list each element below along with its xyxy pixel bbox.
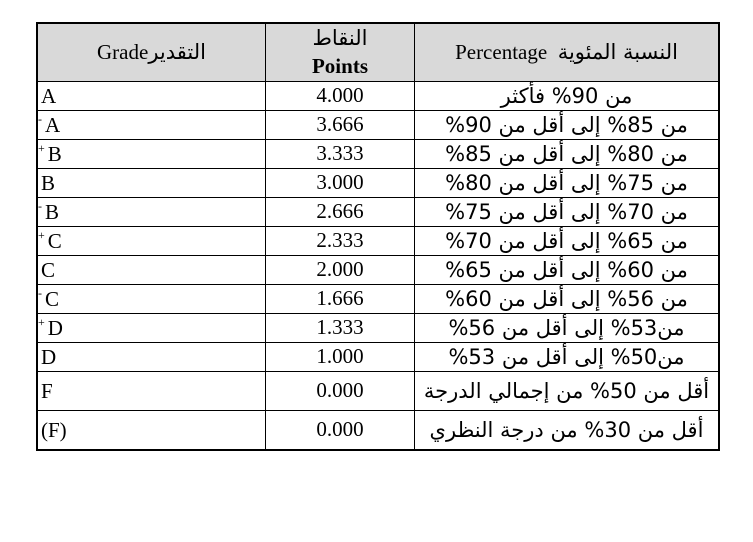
percentage-cell: من 75% إلى أقل من 80% (415, 168, 720, 197)
grade-letter: (F) (41, 417, 67, 442)
points-header-ar: النقاط (312, 26, 368, 50)
grade-cell (37, 255, 266, 284)
points-cell: 1.000 (266, 342, 415, 371)
grade-header-ar: التقدير (148, 39, 206, 64)
points-cell: 1.666 (266, 284, 415, 313)
grade-modifier: - (38, 285, 42, 300)
percentage-cell: من 90% فأكثر (415, 81, 720, 110)
points-cell: 2.666 (266, 197, 415, 226)
grade-letter: C (45, 286, 60, 311)
grade-modifier: + (38, 140, 45, 155)
table-row (37, 255, 719, 284)
points-cell: 1.333 (266, 313, 415, 342)
grade-modifier: - (38, 198, 42, 213)
grade-letter: C (47, 228, 62, 253)
points-cell: 3.000 (266, 168, 415, 197)
points-cell: 2.333 (266, 226, 415, 255)
points-cell: 2.000 (266, 255, 415, 284)
percentage-cell: من 65% إلى أقل من 70% (415, 226, 720, 255)
grade-letter: F (41, 378, 53, 403)
percentage-cell: من53% إلى أقل من 56% (415, 313, 720, 342)
percentage-header-en: Percentage (455, 39, 548, 64)
grade-modifier: - (38, 111, 42, 126)
table-header (37, 23, 719, 81)
points-header-en: Points (311, 54, 368, 79)
table-row (37, 139, 719, 168)
grade-letter: A (41, 83, 57, 108)
percentage-cell: من 56% إلى أقل من 60% (415, 284, 720, 313)
grade-letter: D (47, 315, 63, 340)
points-cell: 0.000 (266, 371, 415, 410)
grade-cell (37, 168, 266, 197)
points-cell: 3.666 (266, 110, 415, 139)
header-row (37, 23, 719, 81)
percentage-cell: أقل من 50% من إجمالي الدرجة (415, 371, 720, 410)
percentage-header-ar: النسبة المئوية (557, 39, 678, 64)
points-cell: 4.000 (266, 81, 415, 110)
points-cell: 0.000 (266, 410, 415, 450)
percentage-cell: من 70% إلى أقل من 75% (415, 197, 720, 226)
table-row (37, 313, 719, 342)
grade-cell (37, 139, 266, 168)
percentage-cell: أقل من 30% من درجة النظري (415, 410, 720, 450)
table-row (37, 110, 719, 139)
grade-modifier: + (38, 314, 45, 329)
table-body (37, 81, 719, 450)
grade-modifier: + (38, 227, 45, 242)
grade-cell (37, 81, 266, 110)
percentage-cell: من50% إلى أقل من 53% (415, 342, 720, 371)
percentage-column-header (415, 23, 720, 81)
grade-letter: B (47, 141, 62, 166)
table-row (37, 371, 719, 410)
percentage-cell: من 80% إلى أقل من 85% (415, 139, 720, 168)
grade-cell (37, 284, 266, 313)
grade-cell (37, 313, 266, 342)
grade-column-header (37, 23, 266, 81)
grading-table (36, 22, 720, 451)
table-row (37, 226, 719, 255)
table-row (37, 410, 719, 450)
grade-cell (37, 110, 266, 139)
grade-cell (37, 371, 266, 410)
table-row (37, 197, 719, 226)
grade-letter: D (41, 344, 57, 369)
table-row (37, 81, 719, 110)
points-cell: 3.333 (266, 139, 415, 168)
table-row (37, 168, 719, 197)
table-row (37, 342, 719, 371)
percentage-cell: من 85% إلى أقل من 90% (415, 110, 720, 139)
table-row (37, 284, 719, 313)
grade-cell (37, 197, 266, 226)
points-column-header (266, 23, 415, 81)
grade-cell (37, 342, 266, 371)
grade-letter: B (41, 170, 56, 195)
percentage-cell: من 60% إلى أقل من 65% (415, 255, 720, 284)
grade-letter: C (41, 257, 56, 282)
grade-letter: B (45, 199, 60, 224)
grade-letter: A (45, 112, 61, 137)
grade-header-en: Grade (97, 39, 149, 64)
grade-cell (37, 410, 266, 450)
grade-cell (37, 226, 266, 255)
